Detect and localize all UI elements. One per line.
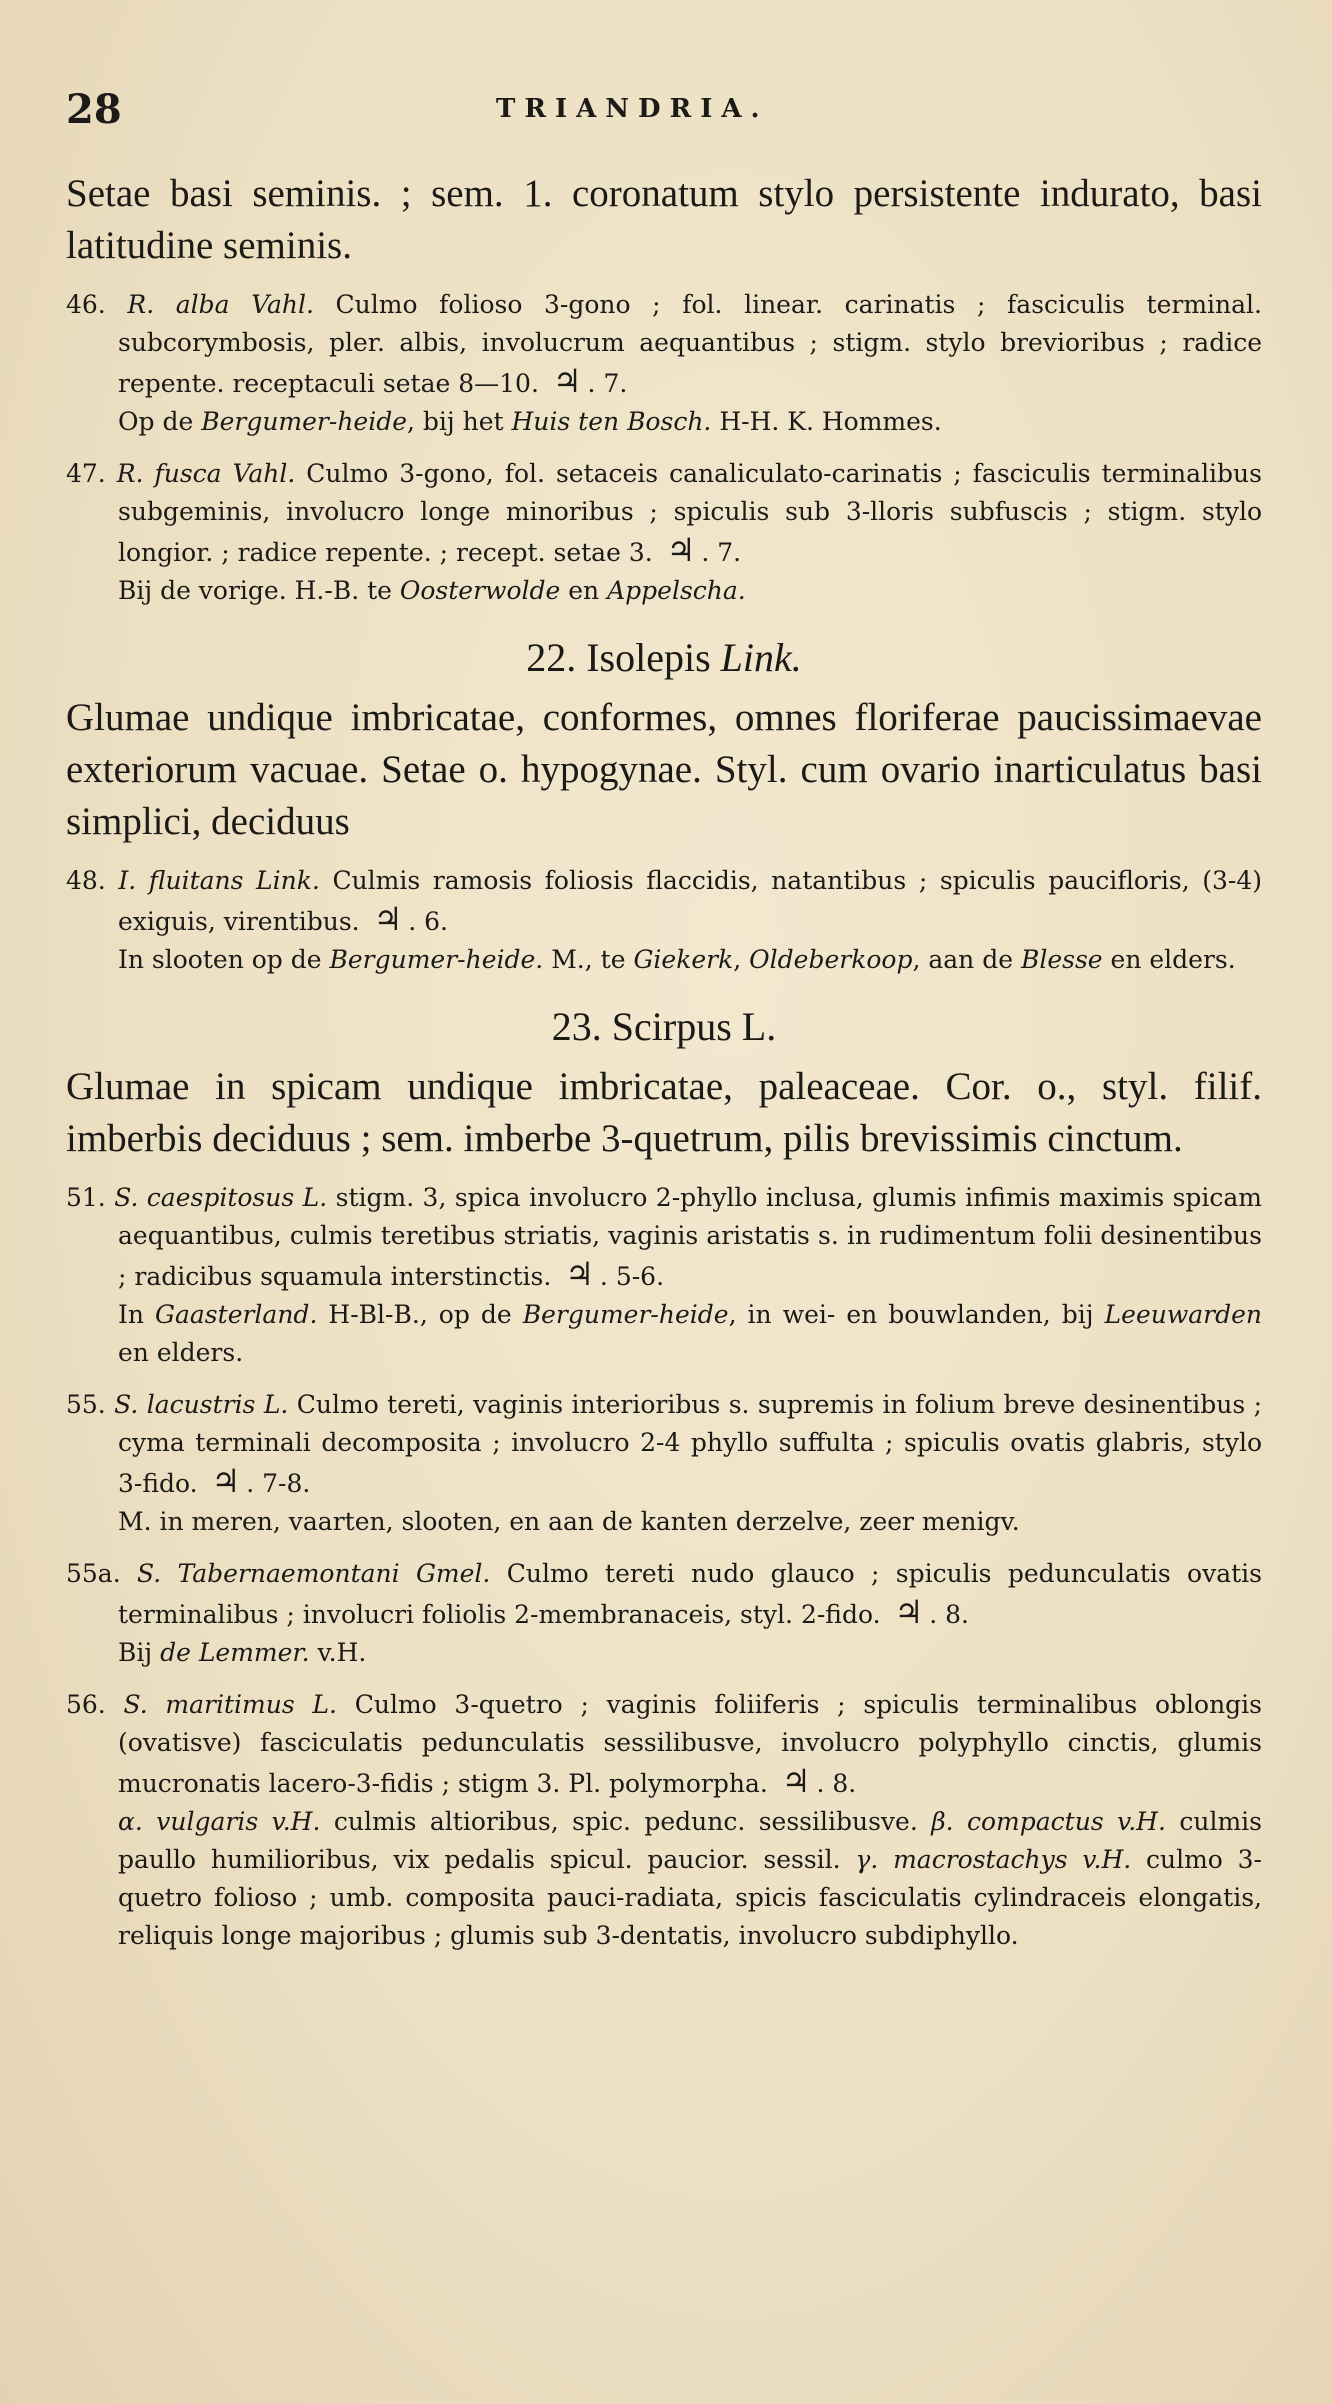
varieties-56: α. vulgaris v.H. culmis altioribus, spic. pedunc. sessilibusve. β. compactus v.H. culmis paullo humilioribus, vix pedalis spicul. paucior. sessil. γ. macrostachys v.H. culmo 3-quetro folioso ; umb. composita pauci-radiata, spicis fasciculatis cylindraceis elongatis, reliquis longe majoribus ; glumis sub 3-dentatis, involucro subdiphyllo. [118,1807,1262,1950]
perennial-symbol-icon: ♃ [894,1593,924,1631]
species-entry-46: 46. R. alba Vahl. Culmo folioso 3-gono ; fol. linear. carinatis ; fasciculis terminal. subcorymbosis, pler. albis, involucrum aequantibus ; stigm. stylo brevioribus ; radice repente. receptaculi setae 8—10. ♃ . 7. [66,290,1262,400]
locality-55: M. in meren, vaarten, slooten, en aan de kanten derzelve, zeer menigv. [118,1507,1020,1536]
genus-heading-22: 22. Isolepis Link. [526,635,802,680]
species-entry-51: 51. S. caespitosus L. stigm. 3, spica involucro 2-phyllo inclusa, glumis infimis maximis spicam aequantibus, culmis teretibus striatis, vaginis aristatis s. in rudimentum folii desinentibus ; radicibus squamula interstinctis. ♃ . 5-6. [66,1183,1263,1293]
locality-48: In slooten op de Bergumer-heide. M., te Giekerk, Oldeberkoop, aan de Blesse en elders. [118,945,1236,974]
locality-47: Bij de vorige. H.-B. te Oosterwolde en Appelscha. [118,576,746,605]
locality-51: In Gaasterland. H-Bl-B., op de Bergumer-heide, in wei- en bouwlanden, bij Leeuwarden en elders. [118,1300,1262,1367]
genus-description-23: Glumae in spicam undique imbricatae, paleaceae. Cor. o., styl. filif. imberbis deciduus ; sem. imberbe 3-quetrum, pilis brevissimis cinctum. [66,1065,1262,1160]
perennial-symbol-icon: ♃ [781,1762,811,1800]
species-entry-55a: 55a. S. Tabernaemontani Gmel. Culmo tereti nudo glauco ; spiculis pedunculatis ovatis terminalibus ; involucri foliolis 2-membranaceis, styl. 2-fido. ♃ . 8. [66,1559,1263,1631]
perennial-symbol-icon: ♃ [666,531,696,569]
locality-46: Op de Bergumer-heide, bij het Huis ten Bosch. H-H. K. Hommes. [118,407,942,436]
perennial-symbol-icon: ♃ [373,900,403,938]
page-body [66,168,1262,1955]
page-header [66,86,1276,146]
intro-paragraph: Setae basi seminis. ; sem. 1. coronatum stylo persistente indurato, basi latitudine seminis. [66,172,1262,267]
running-head: TRIANDRIA. [496,94,769,124]
species-entry-47: 47. R. fusca Vahl. Culmo 3-gono, fol. setaceis canaliculato-carinatis ; fasciculis terminalibus subgeminis, involucro longe minoribus ; spiculis sub 3-lloris subfuscis ; stigm. stylo longior. ; radice repente. ; recept. setae 3. ♃ . 7. [66,459,1262,569]
perennial-symbol-icon: ♃ [211,1462,241,1500]
species-entry-55: 55. S. lacustris L. Culmo tereti, vaginis interioribus s. supremis in folium breve desinentibus ; cyma terminali decomposita ; involucro 2-4 phyllo suffulta ; spiculis ovatis glabris, stylo 3-fido. ♃ . 7-8. [66,1390,1263,1500]
page-number: 28 [66,86,122,133]
perennial-symbol-icon: ♃ [565,1255,594,1293]
locality-55a: Bij de Lemmer. v.H. [118,1638,367,1667]
genus-heading-23: 23. Scirpus L. [551,1004,777,1049]
species-entry-48: 48. I. fluitans Link. Culmis ramosis foliosis flaccidis, natantibus ; spiculis paucifloris, (3-4) exiguis, virentibus. ♃ . 6. [66,866,1263,938]
genus-description-22: Glumae undique imbricatae, conformes, omnes floriferae paucissimaevae exteriorum vacuae. Setae o. hypogynae. Styl. cum ovario inarticulatus basi simplici, deciduus [66,696,1262,843]
perennial-symbol-icon: ♃ [552,362,582,400]
species-entry-56: 56. S. maritimus L. Culmo 3-quetro ; vaginis foliiferis ; spiculis terminalibus oblongis (ovatisve) fasciculatis pedunculatis sessilibusve, involucro polyphyllo cinctis, glumis mucronatis lacero-3-fidis ; stigm 3. Pl. polymorpha. ♃ . 8. [66,1690,1263,1800]
